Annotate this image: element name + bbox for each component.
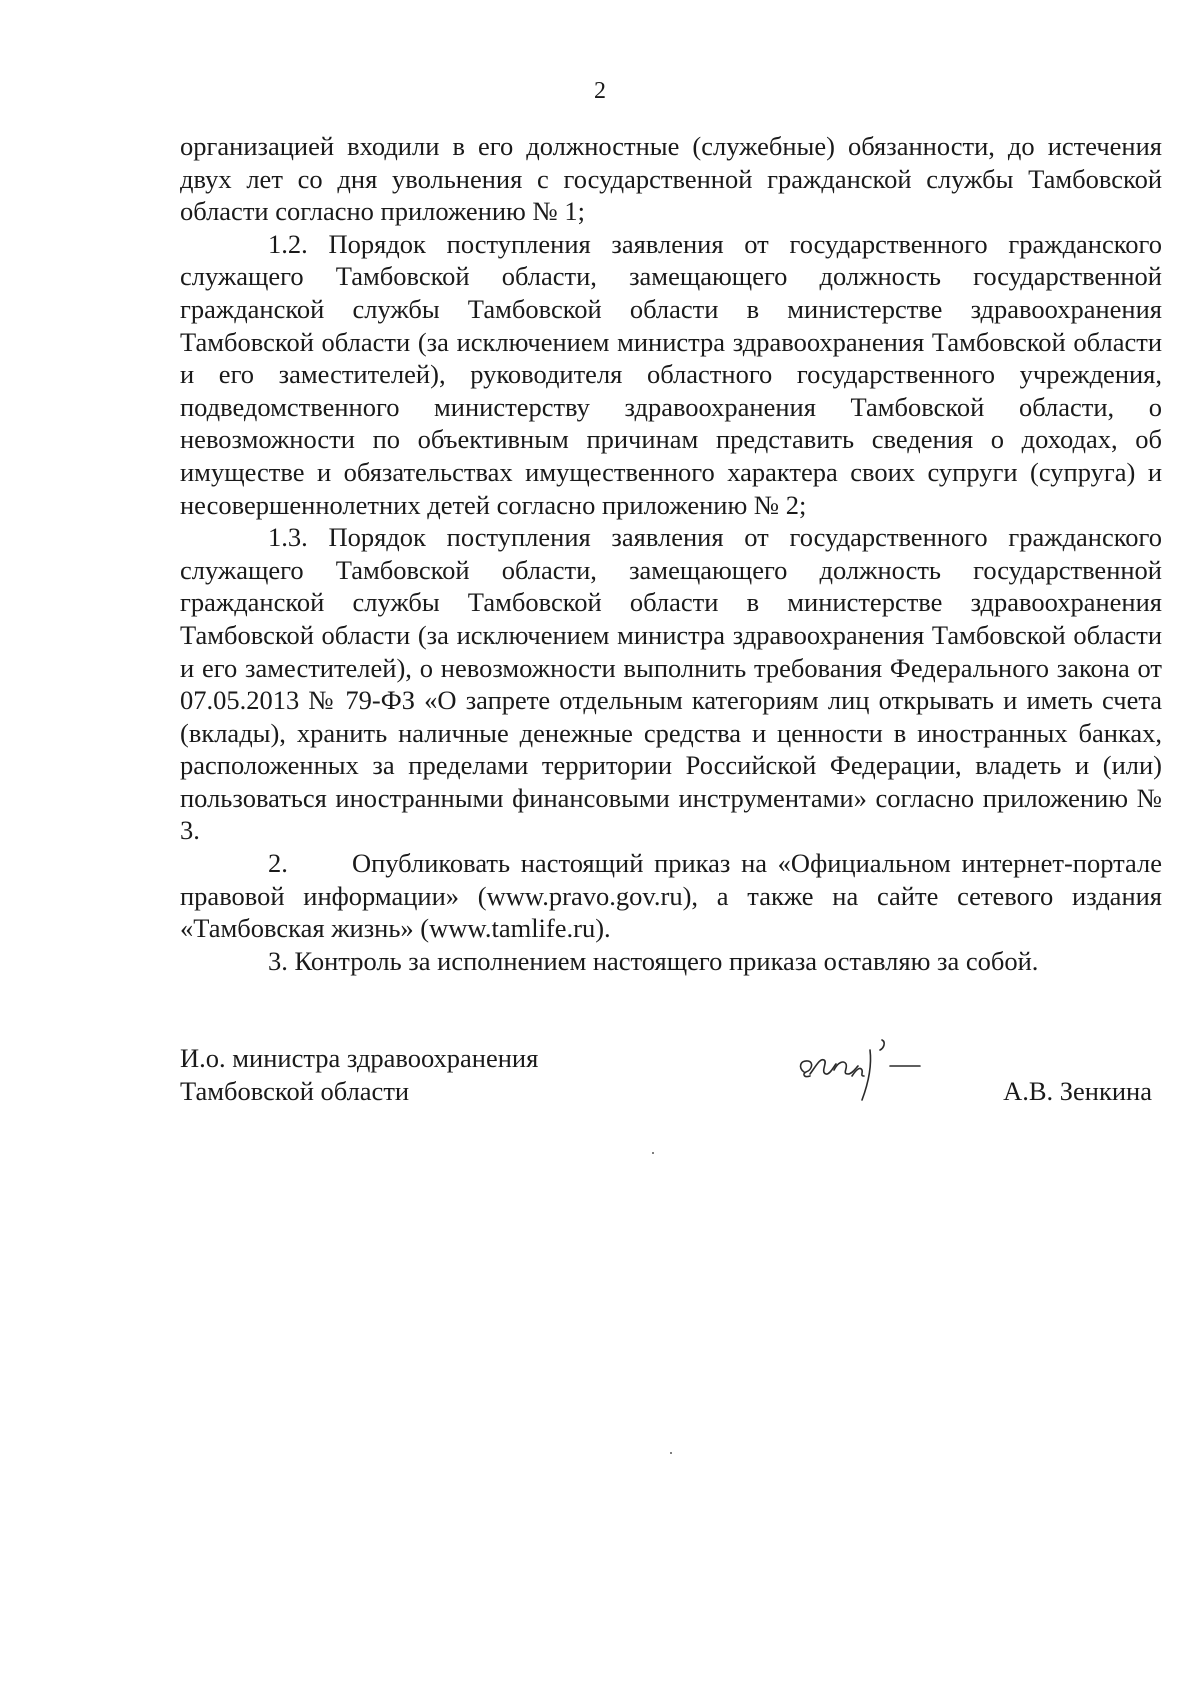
signatory-name: А.В. Зенкина [1003,1076,1152,1106]
signatory-title [180,1042,538,1108]
paragraph-2: 2. Опубликовать настоящий приказ на «Официальном интернет-портале правовой информации» (www.pravo.gov.ru), а также на сайте сетевого издания «Тамбовская жизнь» (www.tamlife.ru). [180,848,1169,944]
paragraph-1-3: 1.3. Порядок поступления заявления от государственного гражданского служащего Тамбовской области, замещающего должность государственной гражданской службы Тамбовской области в министерстве здравоохранения Тамбовской области (за исключением министра здравоохранения Тамбовской области и его заместителей), о невозможности выполнить требования Федерального закона от 07.05.2013 № 79-ФЗ «О запрете отдельным категориям лиц открывать и иметь счета (вклады), хранить наличные денежные средства и ценности в иностранных банках, расположенных за пределами территории Российской Федерации, владеть и (или) пользоваться иностранными финансовыми инструментами» согласно приложению № 3. [180,522,1162,846]
signature-block [180,1042,1162,1132]
paragraph-1-2: 1.2. Порядок поступления заявления от государственного гражданского служащего Тамбовской области, замещающего должность государственной гражданской службы Тамбовской области в министерстве здравоохранения Тамбовской области (за исключением министра здравоохранения Тамбовской области и его заместителей), руководителя областного государственного учреждения, подведомственного министерству здравоохранения Тамбовской области, о невозможности по объективным причинам представить сведения о доходах, об имуществе и обязательствах имущественного характера своих супруги (супруга) и несовершеннолетних детей согласно приложению № 2; [180,228,1162,520]
scan-speck [670,1452,672,1454]
document-body [180,130,1169,977]
signatory-title-line1: И.о. министра здравоохранения [180,1043,539,1073]
scan-speck [652,1152,654,1154]
signatory-title-line2: Тамбовской области [180,1076,410,1106]
page-number: 2 [594,78,606,104]
paragraph-3: 3. Контроль за исполнением настоящего приказа оставляю за собой. [268,945,1039,976]
handwritten-signature-icon [790,1036,940,1106]
paragraph-continuation: организацией входили в его должностные (служебные) обязанности, до истечения двух лет со дня увольнения с государственной гражданской службы Тамбовской области согласно приложению № 1; [180,131,1162,227]
